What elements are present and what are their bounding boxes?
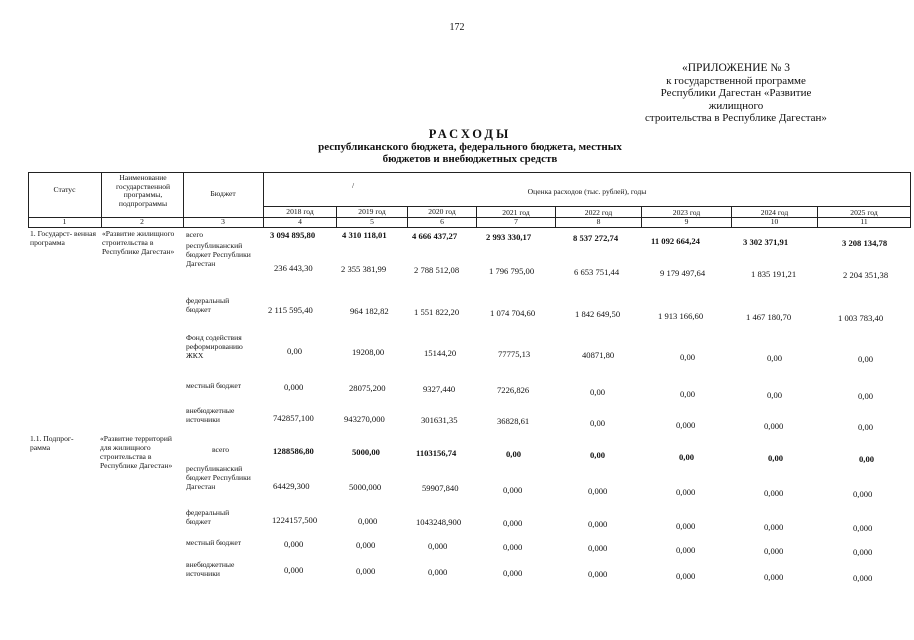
table-cell: 77775,13 <box>498 349 531 359</box>
row-status: 1. Государст- венная программа <box>30 229 96 247</box>
table-cell: 19208,00 <box>352 347 385 357</box>
table-cell: 1288586,80 <box>273 446 314 456</box>
table-cell: 1 913 166,60 <box>658 311 704 321</box>
table-cell: 0,00 <box>859 454 875 464</box>
table-cell: 9 179 497,64 <box>660 268 706 278</box>
document-title <box>318 128 622 166</box>
table-cell: 11 092 664,24 <box>651 236 700 246</box>
table-cell: 1 074 704,60 <box>490 308 536 318</box>
column-number: 5 <box>370 217 374 226</box>
table-cell: 0,000 <box>356 540 376 550</box>
appendix-line-4: строительства в Республике Дагестан» <box>645 112 827 124</box>
table-cell: 0,00 <box>858 391 874 401</box>
table-cell: 2 993 330,17 <box>486 232 532 242</box>
table-cell: 4 310 118,01 <box>342 230 387 240</box>
table-cell: 0,000 <box>588 486 608 496</box>
table-cell: 742857,100 <box>273 413 314 423</box>
table-cell: 0,000 <box>503 542 523 552</box>
table-cell: 0,000 <box>284 382 304 392</box>
table-cell: 2 204 351,38 <box>843 270 889 280</box>
appendix-line-3: Республики Дагестан «Развитие жилищного <box>660 87 812 112</box>
table-cell: 1 003 783,40 <box>838 313 884 323</box>
header-estimate: Оценка расходов (тыс. рублей), годы <box>527 187 647 196</box>
table-cell: 0,00 <box>680 389 696 399</box>
table-cell: 236 443,30 <box>274 263 313 273</box>
table-cell: 7226,826 <box>497 385 530 395</box>
table-cell: 0,000 <box>676 545 696 555</box>
table-cell: 2 355 381,99 <box>341 264 387 274</box>
table-cell: 0,000 <box>853 573 873 583</box>
header-year: 2019 год <box>358 207 386 216</box>
table-cell: 1 835 191,21 <box>751 269 797 279</box>
table-cell: 301631,35 <box>421 415 458 425</box>
table-cell: 59907,840 <box>422 483 459 493</box>
table-cell: 0,000 <box>356 566 376 576</box>
table-cell: 2 115 595,40 <box>268 305 313 315</box>
page-number: 172 <box>449 22 465 33</box>
grid-line <box>28 227 910 228</box>
table-cell: 36828,61 <box>497 416 530 426</box>
table-cell: 0,000 <box>503 518 523 528</box>
table-cell: 5000,000 <box>349 482 382 492</box>
row-program-name: «Развитие территорий для жилищного строительства в Республике Дагестан» <box>100 434 173 470</box>
title-line-3: бюджетов и внебюджетных средств <box>382 153 558 165</box>
table-cell: 8 537 272,74 <box>573 233 619 243</box>
table-cell: 0,00 <box>767 353 783 363</box>
table-cell: 0,000 <box>676 521 696 531</box>
budget-label: республиканский бюджет Республики Дагестан <box>186 241 251 268</box>
header-year: 2022 год <box>584 208 613 217</box>
table-cell: 0,000 <box>588 543 608 553</box>
budget-label: внебюджетные источники <box>186 406 235 424</box>
budget-label: местный бюджет <box>186 381 242 390</box>
table-cell: 0,000 <box>764 572 784 582</box>
table-cell: 0,000 <box>503 485 523 495</box>
table-cell: 0,000 <box>764 522 784 532</box>
header-status: Статус <box>53 185 76 194</box>
table-cell: 0,000 <box>428 541 448 551</box>
table-cell: 0,00 <box>287 346 303 356</box>
table-cell: 0,00 <box>680 352 696 362</box>
table-cell: 3 208 134,78 <box>842 238 888 248</box>
table-cell: 943270,000 <box>344 414 385 424</box>
table-cell: 0,00 <box>768 453 784 463</box>
column-number: 7 <box>514 217 518 226</box>
column-number: 4 <box>298 217 302 226</box>
table-cell: 0,00 <box>679 452 695 462</box>
table-cell: 0,00 <box>506 449 522 459</box>
table-cell: 0,00 <box>858 422 874 432</box>
budget-label: местный бюджет <box>186 538 242 547</box>
column-number: 1 <box>62 217 67 226</box>
table-cell: 15144,20 <box>424 348 457 358</box>
table-cell: 9327,440 <box>423 384 456 394</box>
header-year: 2025 год <box>850 208 878 217</box>
table-cell: 0,000 <box>358 516 378 526</box>
table-cell: 0,00 <box>590 450 606 460</box>
budget-label: республиканский бюджет Республики Дагестан <box>186 464 251 491</box>
table-cell: 0,000 <box>764 488 784 498</box>
table-cell: 0,000 <box>676 487 696 497</box>
budget-label: Фонд содействия реформированию ЖКХ <box>186 333 243 360</box>
table-cell: 4 666 437,27 <box>412 231 458 241</box>
column-number: 6 <box>440 217 444 226</box>
column-number: 9 <box>684 217 689 226</box>
appendix-line-1: «ПРИЛОЖЕНИЕ № 3 <box>681 62 790 74</box>
table-cell: 0,000 <box>588 569 608 579</box>
column-number: 10 <box>770 217 779 226</box>
table-cell: 1 796 795,00 <box>489 266 535 276</box>
table-cell: 0,000 <box>588 519 608 529</box>
table-cell: 3 302 371,91 <box>743 237 789 247</box>
table-cell: 1 842 649,50 <box>575 309 621 319</box>
table-cell: 0,000 <box>284 565 304 575</box>
table-cell: 0,000 <box>764 421 784 431</box>
table-cell: 1 467 180,70 <box>746 312 792 322</box>
header-year: 2024 год <box>760 208 789 217</box>
column-number: 2 <box>140 217 144 226</box>
budget-label: внебюджетные источники <box>186 560 235 578</box>
table-cell: 0,000 <box>853 489 873 499</box>
title-main: РАСХОДЫ <box>428 127 512 141</box>
table-cell: 0,000 <box>284 539 304 549</box>
table-cell: 1043248,900 <box>416 517 462 527</box>
column-number: 8 <box>596 217 601 226</box>
table-cell: 2 788 512,08 <box>414 265 460 275</box>
table-cell: 0,00 <box>858 354 874 364</box>
table-cell: 0,00 <box>767 390 783 400</box>
header-budget: Бюджет <box>210 189 236 198</box>
table-cell: 40871,80 <box>582 350 615 360</box>
budget-label: федеральный бюджет <box>186 296 230 314</box>
table-cell: 0,00 <box>590 387 606 397</box>
header-year: 2020 год <box>428 207 456 216</box>
table-cell: 28075,200 <box>349 383 386 393</box>
grid-line <box>910 172 911 228</box>
header-year: 2023 год <box>672 208 701 217</box>
table-cell: 1224157,500 <box>272 515 318 525</box>
header-year: 2021 год <box>502 208 530 217</box>
table-cell: 0,000 <box>503 568 523 578</box>
table-cell: 0,000 <box>676 571 696 581</box>
budget-label: всего <box>186 230 204 239</box>
table-cell: 0,000 <box>853 547 873 557</box>
row-program-name: «Развитие жилищного строительства в Республике Дагестан» <box>102 229 175 256</box>
title-line-2: республиканского бюджета, федерального бюджета, местных <box>318 140 622 153</box>
table-cell: 0,00 <box>590 418 606 428</box>
header-year: 2018 год <box>286 207 314 216</box>
row-status: 1.1. Подпрог- рамма <box>30 434 74 452</box>
table-cell: 3 094 895,80 <box>270 230 316 240</box>
column-number: 11 <box>860 217 868 226</box>
header-slash: / <box>352 181 355 190</box>
table-cell: 0,000 <box>853 523 873 533</box>
appendix-note <box>636 62 836 125</box>
table-cell: 0,000 <box>764 546 784 556</box>
table-cell: 1103156,74 <box>416 448 457 458</box>
table-cell: 0,000 <box>676 420 696 430</box>
appendix-line-2: к государственной программе <box>666 74 806 87</box>
column-number: 3 <box>221 217 225 226</box>
table-cell: 1 551 822,20 <box>414 307 460 317</box>
header-name: Наименование государственной программы, подпрограммы <box>115 173 171 208</box>
table-cell: 5000,00 <box>352 447 380 457</box>
table-cell: 64429,300 <box>273 481 310 491</box>
budget-label: всего <box>212 445 230 454</box>
table-cell: 6 653 751,44 <box>574 267 620 277</box>
budget-label: федеральный бюджет <box>186 508 230 526</box>
table-cell: 0,000 <box>428 567 448 577</box>
table-cell: 964 182,82 <box>350 306 389 316</box>
